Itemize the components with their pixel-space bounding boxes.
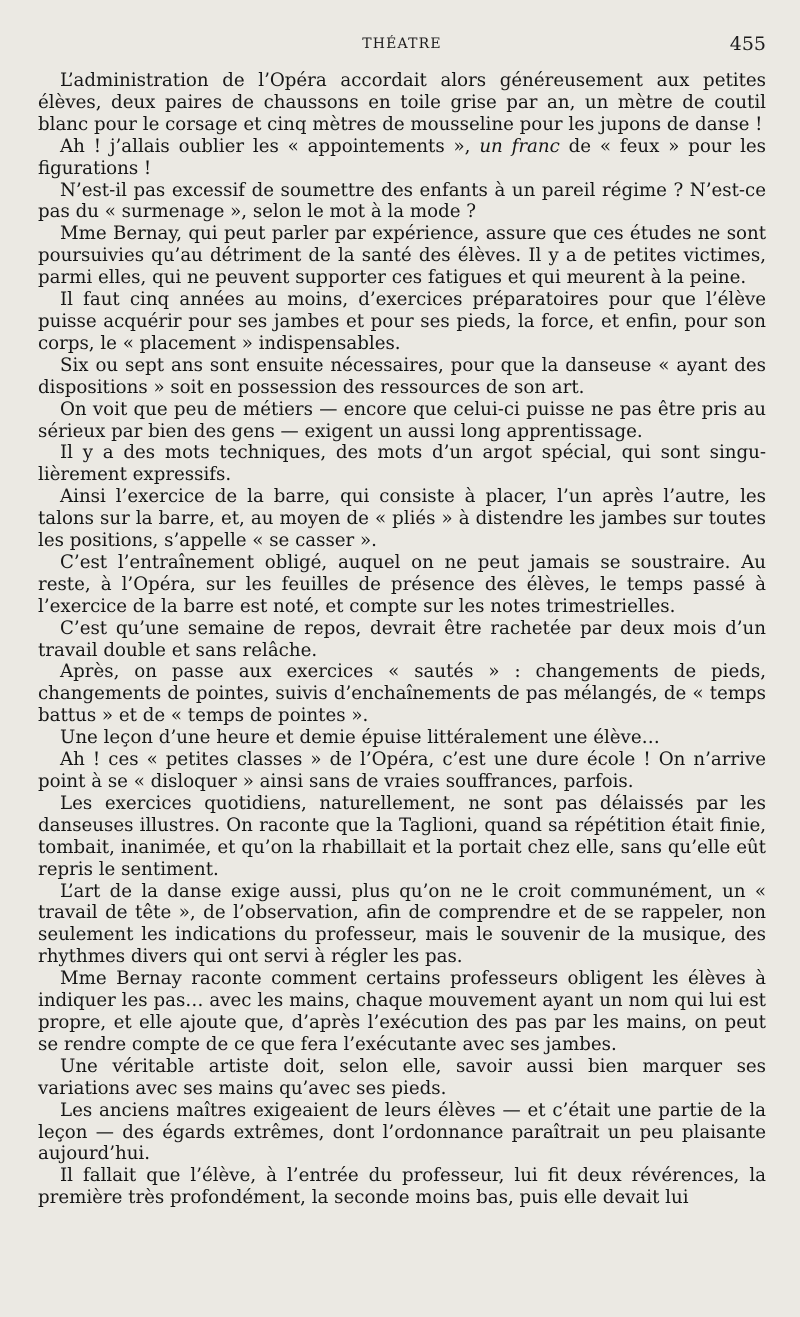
body-text bbox=[38, 70, 766, 1209]
italic-phrase: un franc bbox=[479, 135, 560, 157]
paragraph: Mme Bernay raconte comment certains professeurs obligent les élèves à indiquer les pas… avec les mains, chaque mouvement ayant un nom qui lui est propre, et elle ajoute que, d’après l’exécution des pas par les mains, on peut se rendre compte de ce que fera l’exécutante avec ses jambes. bbox=[38, 968, 766, 1055]
paragraph: Six ou sept ans sont ensuite nécessaires, pour que la danseuse « ayant des dispositions » soit en possession des ressources de son art. bbox=[38, 354, 766, 398]
paragraph: L’administration de l’Opéra accordait alors généreusement aux petites élèves, deux paires de chaussons en toile grise par an, un mètre de coutil blanc pour le corsage et cinq mètres de mousseline pour les jupons de danse ! bbox=[38, 70, 766, 135]
paragraph: On voit que peu de métiers — encore que celui-ci puisse ne pas être pris au sérieux par bien des gens — exigent un aussi long apprentissage. bbox=[38, 398, 766, 442]
paragraph-text: de « feux » pour les figurations ! bbox=[38, 135, 766, 179]
paragraph: Les exercices quotidiens, naturellement, ne sont pas délaissés par les danseuses illustres. On raconte que la Taglioni, quand sa répétition était finie, tombait, inanimée, et qu’on la rhabillait et la portait chez elle, sans qu’elle eût repris le sentiment. bbox=[38, 792, 766, 880]
running-header bbox=[38, 33, 766, 55]
paragraph: Il faut cinq années au moins, d’exercices préparatoires pour que l’élève puisse acquérir pour ses jambes et pour ses pieds, la force, et enfin, pour son corps, le « placement » indispensables. bbox=[38, 289, 766, 354]
paragraph: Mme Bernay, qui peut parler par expérience, assure que ces études ne sont poursuivies qu’au détriment de la santé des élèves. Il y a de petites victimes, parmi elles, qui ne peuvent supporter ces fatigues et qui meurent à la peine. bbox=[38, 223, 766, 289]
paragraph: Une leçon d’une heure et demie épuise littéralement une élève… bbox=[60, 727, 660, 749]
paragraph: Après, on passe aux exercices « sautés » : changements de pieds, changements de pointes, suivis d’enchaînements de pas mélangés, de « temps battus » et de « temps de pointes ». bbox=[38, 661, 766, 727]
paragraph: Il fallait que l’élève, à l’entrée du professeur, lui fit deux révérences, la première très profondément, la seconde moins bas, puis elle devait lui bbox=[38, 1165, 766, 1209]
paragraph: L’art de la danse exige aussi, plus qu’on ne le croit communément, un « travail de tête », de l’observation, afin de comprendre et de se rappeler, non seulement les indications du professeur, mais le souvenir de la musique, des rhythmes divers qui ont servi à régler les pas. bbox=[38, 880, 766, 968]
paragraph-text: Ah ! j’allais oublier les « appointements », bbox=[60, 135, 480, 157]
page-number: 455 bbox=[729, 33, 766, 55]
running-title: THÉATRE bbox=[362, 36, 442, 52]
paragraph bbox=[38, 136, 766, 180]
paragraph: Les anciens maîtres exigeaient de leurs élèves — et c’était une partie de la leçon — des égards extrêmes, dont l’ordonnance paraîtrait un peu plaisante aujourd’hui. bbox=[38, 1099, 766, 1165]
paragraph: C’est l’entraînement obligé, auquel on ne peut jamais se soustraire. Au reste, à l’Opéra, sur les feuilles de présence des élèves, le temps passé à l’exercice de la barre est noté, et compte sur les notes trimestrielles. bbox=[38, 551, 766, 617]
paragraph: Ah ! ces « petites classes » de l’Opéra, c’est une dure école ! On n’arrive point à se « disloquer » ainsi sans de vraies souffrances, parfois. bbox=[38, 749, 766, 792]
paragraph: Ainsi l’exercice de la barre, qui consiste à placer, l’un après l’autre, les talons sur la barre, et, au moyen de « pliés » à distendre les jambes sur toutes les positions, s’appelle « se casser ». bbox=[38, 486, 766, 552]
paragraph: N’est-il pas excessif de soumettre des enfants à un pareil régime ? N’est-ce pas du « surmenage », selon le mot à la mode ? bbox=[38, 179, 766, 223]
paragraph: Il y a des mots techniques, des mots d’un argot spécial, qui sont singulièrement expressifs. bbox=[38, 442, 766, 486]
paragraph: Une véritable artiste doit, selon elle, savoir aussi bien marquer ses variations avec ses mains qu’avec ses pieds. bbox=[38, 1055, 766, 1099]
paragraph: C’est qu’une semaine de repos, devrait être rachetée par deux mois d’un travail double et sans relâche. bbox=[38, 617, 766, 661]
